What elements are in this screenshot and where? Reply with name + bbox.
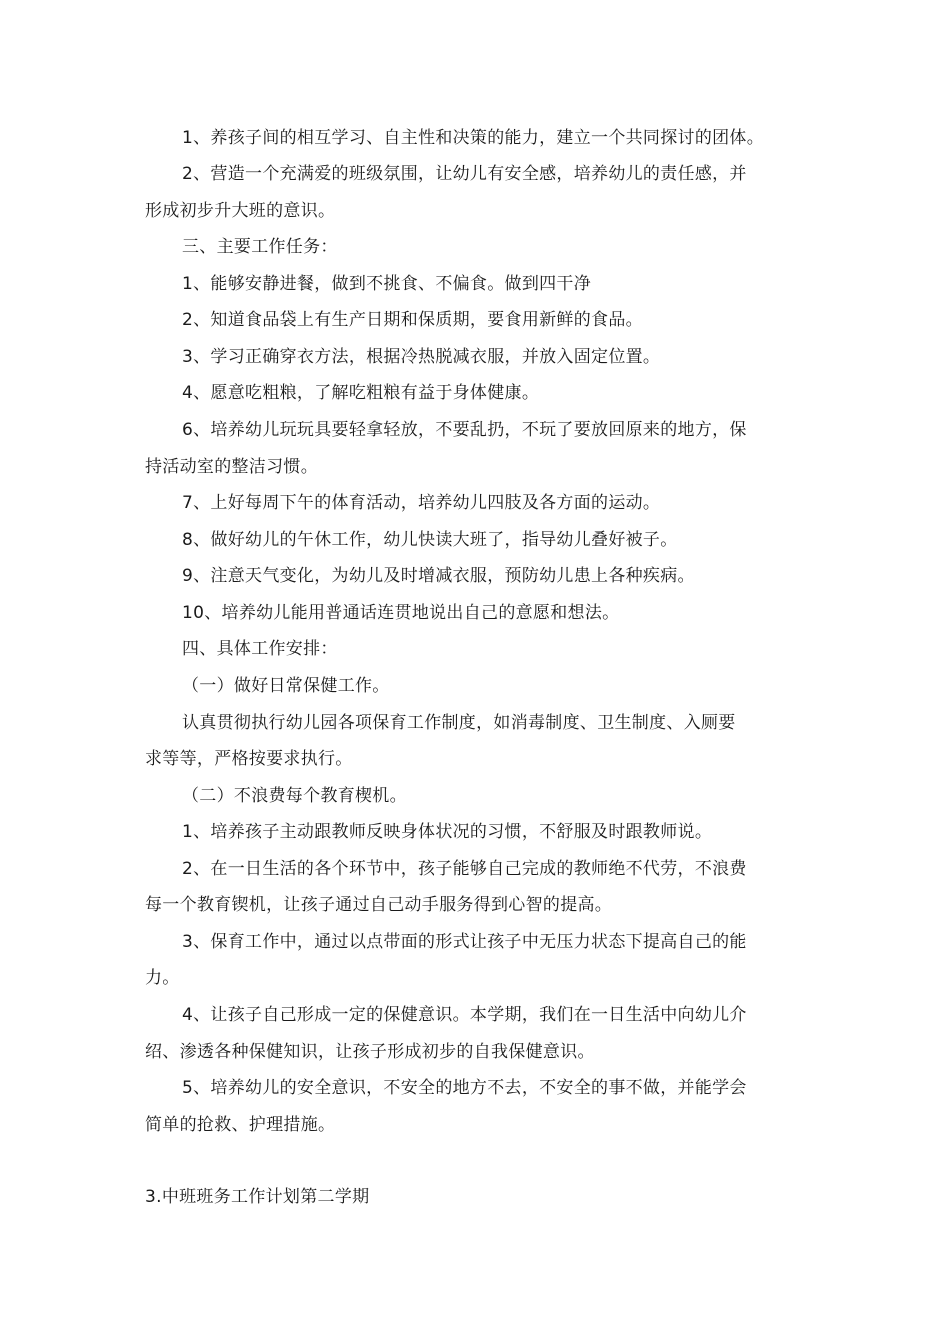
paragraph-line: 求等等，严格按要求执行。 [145,749,353,769]
paragraph-line: 2、营造一个充满爱的班级氛围，让幼儿有安全感，培养幼儿的责任感，并 [182,164,747,184]
paragraph-line: 7、上好每周下午的体育活动，培养幼儿四肢及各方面的运动。 [182,493,661,513]
paragraph-line: 简单的抢救、护理措施。 [145,1115,336,1135]
paragraph-line: 8、做好幼儿的午休工作，幼儿快读大班了，指导幼儿叠好被子。 [182,530,678,550]
section-heading: 三、主要工作任务： [182,237,338,257]
paragraph-line: 5、培养幼儿的安全意识，不安全的地方不去，不安全的事不做，并能学会 [182,1078,747,1098]
paragraph-line: 持活动室的整洁习惯。 [145,457,318,477]
paragraph-line: 4、愿意吃粗粮，了解吃粗粮有益于身体健康。 [182,383,540,403]
paragraph-line: 绍、渗透各种保健知识，让孩子形成初步的自我保健意识。 [145,1042,595,1062]
paragraph-line: 力。 [145,968,180,988]
paragraph-line: 1、培养孩子主动跟教师反映身体状况的习惯，不舒服及时跟教师说。 [182,822,713,842]
paragraph-line: 形成初步升大班的意识。 [145,201,336,221]
paragraph-line: 3、保育工作中，通过以点带面的形式让孩子中无压力状态下提高自己的能 [182,932,747,952]
paragraph-line: 2、在一日生活的各个环节中，孩子能够自己完成的教师绝不代劳，不浪费 [182,859,747,879]
paragraph-line: 4、让孩子自己形成一定的保健意识。本学期，我们在一日生活中向幼儿介 [182,1005,747,1025]
subsection-heading: （二）不浪费每个教育楔机。 [182,786,407,806]
section-heading: 四、具体工作安排： [182,639,338,659]
paragraph-line: 每一个教育锲机，让孩子通过自己动手服务得到心智的提高。 [145,895,613,915]
paragraph-line: 2、知道食品袋上有生产日期和保质期，要食用新鲜的食品。 [182,310,643,330]
next-section-title: 3.中班班务工作计划第二学期 [145,1187,370,1207]
paragraph-line: 6、培养幼儿玩玩具要轻拿轻放，不要乱扔，不玩了要放回原来的地方，保 [182,420,747,440]
paragraph-line: 3、学习正确穿衣方法，根据冷热脱减衣服，并放入固定位置。 [182,347,661,367]
paragraph-line: 1、养孩子间的相互学习、自主性和决策的能力，建立一个共同探讨的团体。 [182,128,765,148]
subsection-heading: （一）做好日常保健工作。 [182,676,390,696]
paragraph-line: 10、培养幼儿能用普通话连贯地说出自己的意愿和想法。 [182,603,620,623]
paragraph-line: 1、能够安静进餐，做到不挑食、不偏食。做到四干净 [182,274,592,294]
paragraph-line: 认真贯彻执行幼儿园各项保育工作制度，如消毒制度、卫生制度、入厕要 [182,713,736,733]
paragraph-line: 9、注意天气变化，为幼儿及时增减衣服，预防幼儿患上各种疾病。 [182,566,695,586]
